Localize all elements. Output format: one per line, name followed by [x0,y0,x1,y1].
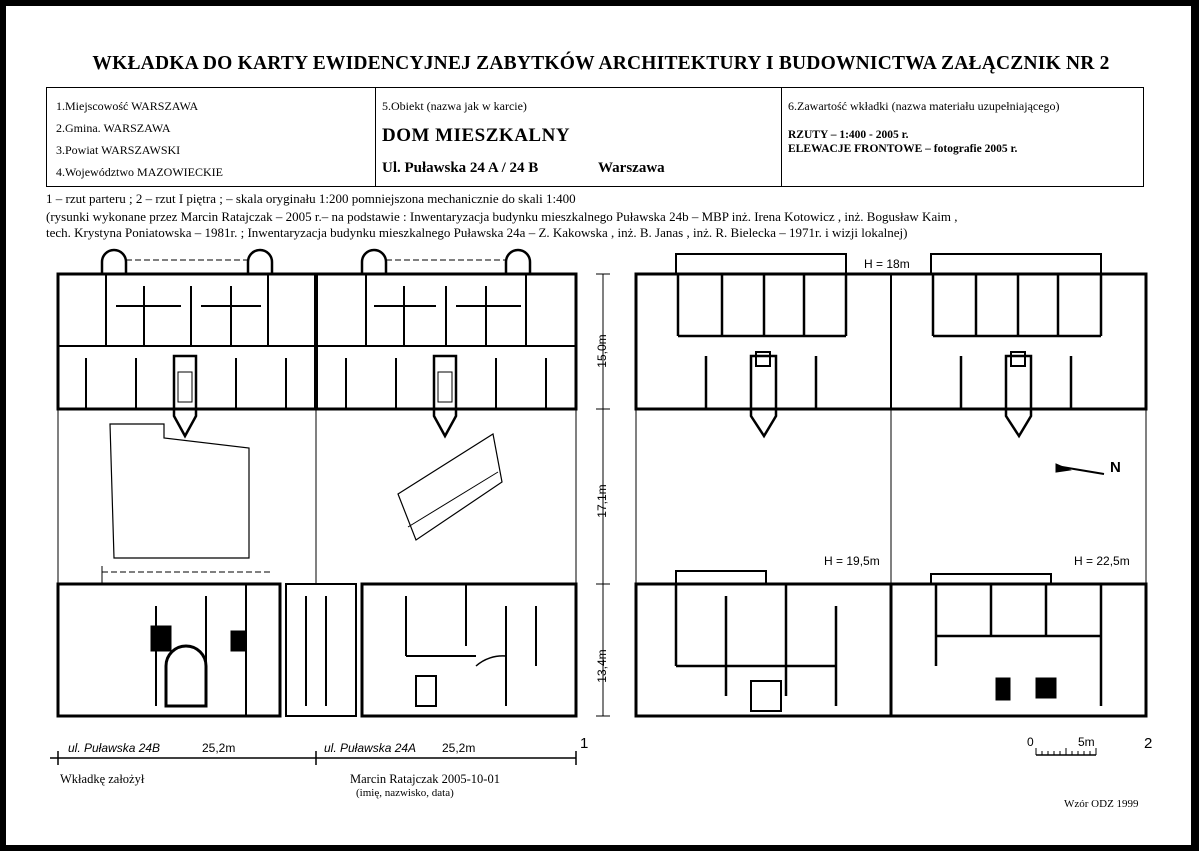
drawing-number-2: 2 [1144,735,1153,752]
object-name: DOM MIESZKALNY [382,125,571,146]
scale-zero: 0 [1027,735,1034,749]
scale-five: 5m [1078,735,1095,749]
note-line-2: (rysunki wykonane przez Marcin Ratajczak – 2005 r.– na podstawie : Inwentaryzacja budynku mieszkalnego Puławska 24b – MBP inż. Irena Kotowicz , inż. Bogusław Kaim , [46,209,958,224]
contents-label: 6.Zawartość wkładki (nazwa materiału uzupełniającego) [788,99,1060,113]
object-city: Warszawa [598,160,665,176]
plan-ground-floor [50,250,610,765]
footer-template: Wzór ODZ 1999 [1064,798,1139,810]
width-label-24b: 25,2m [202,741,236,755]
field-wojewodztwo: 4.Województwo MAZOWIECKIE [56,165,223,179]
dim-courtyard: 17,1m [595,484,609,518]
contents-line-2: ELEWACJE FRONTOWE – fotografie 2005 r. [788,143,1018,155]
street-label-24a: ul. Puławska 24A [324,741,417,755]
width-label-24a: 25,2m [442,741,476,755]
dim-depth-top: 15,0m [595,334,609,368]
drawing-number-1: 1 [580,735,589,752]
footer-author-caption: (imię, nazwisko, data) [356,787,454,799]
field-miejscowosc: 1.Miejscowość WARSZAWA [56,99,199,113]
drawings-canvas [6,6,1191,845]
sheet [6,6,1191,845]
note-line-3: tech. Krystyna Poniatowska – 1981r. ; Inwentaryzacja budynku mieszkalnego Puławska 24a – Z. Kakowska , inż. B. Janas , inż. R. Bielecka – 1971r. i wizji lokalnej) [46,225,908,240]
field-gmina: 2.Gmina. WARSZAWA [56,121,171,135]
plan-first-floor [636,254,1146,755]
height-label-22-5: H = 22,5m [1074,554,1130,568]
north-label: N [1110,459,1121,476]
object-address: Ul. Puławska 24 A / 24 B [382,160,539,176]
street-label-24b: ul. Puławska 24B [68,741,161,755]
object-label: 5.Obiekt (nazwa jak w karcie) [382,99,527,113]
footer-author: Marcin Ratajczak 2005-10-01 [350,772,500,786]
dim-depth-bottom: 13,4m [595,649,609,683]
height-label-19-5: H = 19,5m [824,554,880,568]
contents-line-1: RZUTY – 1:400 - 2005 r. [788,129,909,141]
field-powiat: 3.Powiat WARSZAWSKI [56,143,181,157]
height-label-18: H = 18m [864,257,910,271]
document-title: WKŁADKA DO KARTY EWIDENCYJNEJ ZABYTKÓW ARCHITEKTURY I BUDOWNICTWA ZAŁĄCZNIK NR 2 [92,53,1110,74]
footer-created-label: Wkładkę założył [60,772,145,786]
note-line-1: 1 – rzut parteru ; 2 – rzut I piętra ; – skala oryginału 1:200 pomniejszona mechanicznie do skali 1:400 [46,191,576,206]
